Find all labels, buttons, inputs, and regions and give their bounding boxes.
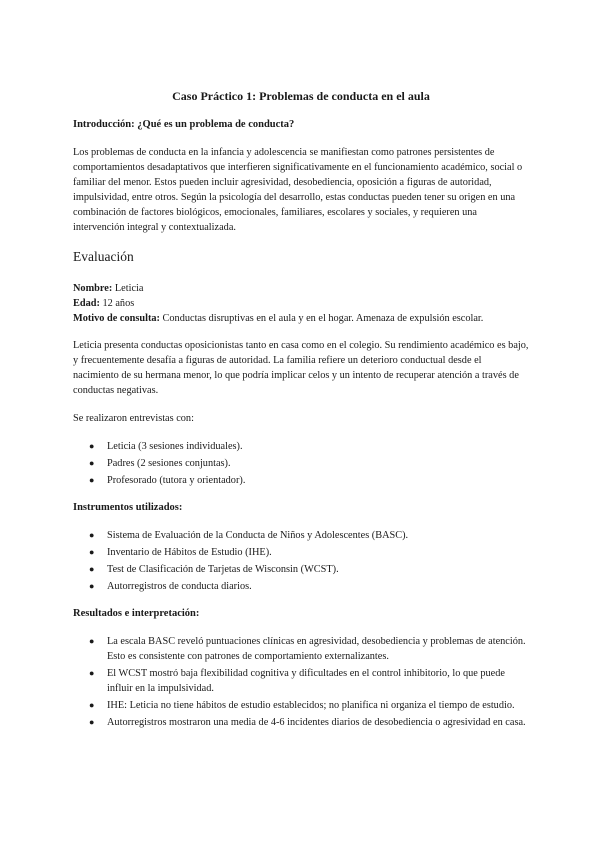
bullet-icon: ●	[89, 717, 95, 727]
list-item: ● Padres (2 sesiones conjuntas).	[89, 458, 231, 469]
field-value: 12 años	[102, 298, 135, 309]
bullet-icon: ●	[89, 636, 95, 646]
list-item: ● Autorregistros mostraron una media de 4-6 incidentes diarios de desobediencia o agresividad en casa.	[89, 717, 526, 728]
field-age	[73, 296, 529, 311]
bullet-icon: ●	[89, 564, 95, 574]
field-value: Leticia	[114, 283, 144, 294]
evaluation-paragraph: Leticia presenta conductas oposicionistas tanto en casa como en el colegio. Su rendimiento académico es bajo, y frecuentemente desafía a figuras de autoridad. La familia refiere un deterioro conductual desde el nacimiento de su hermana menor, lo que podría implicar celos y un intento de recuperar atención a través de conductas negativas.	[73, 340, 529, 396]
bullet-icon: ●	[89, 581, 95, 591]
list-item: ● El WCST mostró baja flexibilidad cognitiva y dificultades en el control inhibitorio, lo que puede influir en la impulsividad.	[89, 668, 505, 694]
list-item: ● IHE: Leticia no tiene hábitos de estudio establecidos; no planifica ni organiza el tiempo de estudio.	[89, 700, 515, 711]
document-content	[73, 88, 529, 743]
field-label: Nombre:	[73, 283, 113, 294]
interviews-intro: Se realizaron entrevistas con:	[73, 413, 194, 424]
instruments-list	[73, 528, 529, 594]
bullet-icon: ●	[89, 530, 95, 540]
field-label: Edad:	[73, 298, 100, 309]
bullet-icon: ●	[89, 441, 95, 451]
list-item: ● Profesorado (tutora y orientador).	[89, 475, 246, 486]
bullet-icon: ●	[89, 700, 95, 710]
list-item: ● La escala BASC reveló puntuaciones clínicas en agresividad, desobediencia y problemas de atención. Esto es consistente con patrones de comportamiento externalizantes.	[89, 636, 526, 662]
results-list	[73, 634, 529, 730]
field-value: Conductas disruptivas en el aula y en el hogar. Amenaza de expulsión escolar.	[162, 313, 484, 324]
list-item: ● Leticia (3 sesiones individuales).	[89, 441, 243, 452]
patient-fields	[73, 281, 529, 326]
bullet-icon: ●	[89, 475, 95, 485]
field-label: Motivo de consulta:	[73, 313, 160, 324]
results-heading: Resultados e interpretación:	[73, 608, 200, 619]
field-name	[73, 281, 529, 296]
list-item: ● Sistema de Evaluación de la Conducta de Niños y Adolescentes (BASC).	[89, 530, 409, 541]
field-reason	[73, 311, 529, 326]
list-item: ● Test de Clasificación de Tarjetas de Wisconsin (WCST).	[89, 564, 339, 575]
bullet-icon: ●	[89, 668, 95, 678]
bullet-icon: ●	[89, 547, 95, 557]
evaluation-heading: Evaluación	[73, 249, 134, 264]
intro-paragraph: Los problemas de conducta en la infancia y adolescencia se manifiestan como patrones persistentes de comportamientos desadaptativos que interfieren significativamente en el funcionamiento académico, social o familiar del menor. Estos pueden incluir agresividad, desobediencia, oposición a figuras de autoridad, impulsividad, entre otros. Según la psicología del desarrollo, estas conductas pueden tener su origen en una combinación de factores biológicos, emocionales, familiares, escolares y sociales, y requieren una intervención integral y contextualizada.	[73, 147, 523, 233]
instruments-heading: Instrumentos utilizados:	[73, 502, 183, 513]
bullet-icon: ●	[89, 458, 95, 468]
list-item: ● Autorregistros de conducta diarios.	[89, 581, 252, 592]
list-item: ● Inventario de Hábitos de Estudio (IHE).	[89, 547, 272, 558]
interviews-list	[73, 439, 529, 488]
document-title: Caso Práctico 1: Problemas de conducta en el aula	[172, 89, 430, 103]
intro-heading: Introducción: ¿Qué es un problema de conducta?	[73, 119, 295, 130]
